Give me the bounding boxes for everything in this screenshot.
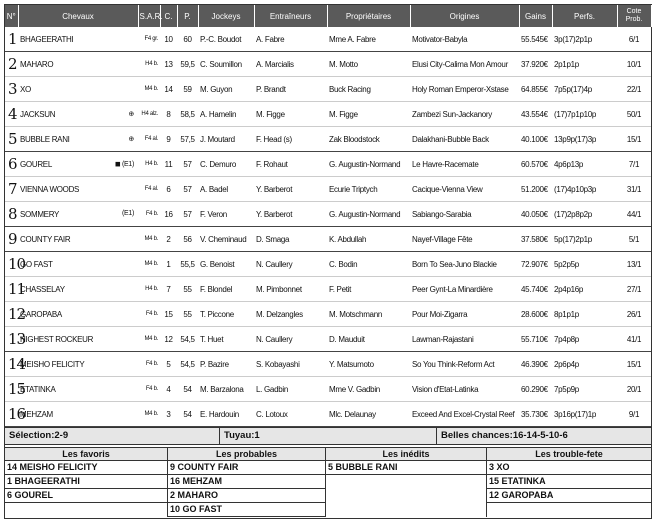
- jockey-cell: C. Demuro: [198, 152, 254, 177]
- gains-cell: 37.920€: [519, 52, 552, 77]
- sar-cell: M4 b.: [138, 227, 160, 252]
- table-row: [5, 227, 651, 252]
- owner-cell: G. Augustin-Normand: [327, 152, 410, 177]
- category-item: 9 COUNTY FAIR: [168, 461, 325, 475]
- origin-cell: Zambezi Sun-Jackanory: [410, 102, 519, 127]
- owner-cell: Y. Matsumoto: [327, 352, 410, 377]
- trainer-cell: S. Kobayashi: [254, 352, 327, 377]
- poids-cell: 60: [177, 27, 198, 52]
- jockey-cell: M. Guyon: [198, 77, 254, 102]
- trainer-cell: N. Caullery: [254, 327, 327, 352]
- cote-cell: 31/1: [617, 177, 651, 202]
- selection-text: Sélection:2-9: [5, 428, 220, 444]
- sar-cell: M4 b.: [138, 402, 160, 427]
- owner-cell: K. Abdullah: [327, 227, 410, 252]
- origin-cell: Exceed And Excel-Crystal Reef: [410, 402, 519, 427]
- corde-cell: 12: [160, 327, 177, 352]
- category-title: Les trouble-fete: [487, 447, 651, 461]
- horse-name: [18, 202, 138, 227]
- cote-cell: 27/1: [617, 277, 651, 302]
- horse-label: GAROPABA: [20, 309, 62, 319]
- perfs-cell: (17)7p1p10p: [552, 102, 617, 127]
- horse-label: VIENNA WOODS: [20, 184, 80, 194]
- corde-cell: 9: [160, 127, 177, 152]
- horse-label: COUNTY FAIR: [20, 234, 71, 244]
- perfs-cell: 5p2p5p: [552, 252, 617, 277]
- category-column: [168, 447, 326, 517]
- gains-cell: 72.907€: [519, 252, 552, 277]
- runner-number: 4: [5, 102, 18, 127]
- owner-cell: Buck Racing: [327, 77, 410, 102]
- origin-cell: Vision d'Etat-Latinka: [410, 377, 519, 402]
- col-header-cote: Cote Prob.: [617, 5, 651, 27]
- horse-name: [18, 252, 138, 277]
- jockey-cell: E. Hardouin: [198, 402, 254, 427]
- col-header-owner: Propriétaires: [327, 5, 410, 27]
- poids-cell: 57: [177, 152, 198, 177]
- category-item: 2 MAHARO: [168, 489, 325, 503]
- horse-label: XO: [20, 84, 31, 94]
- poids-cell: 57,5: [177, 127, 198, 152]
- entry-marker: (E1): [121, 209, 134, 217]
- cote-cell: 20/1: [617, 377, 651, 402]
- perfs-cell: 7p4p8p: [552, 327, 617, 352]
- jockey-cell: C. Soumillon: [198, 52, 254, 77]
- runners-table: [5, 5, 652, 427]
- poids-cell: 54: [177, 402, 198, 427]
- entry-marker: ⊕: [128, 110, 134, 118]
- jockey-cell: T. Huet: [198, 327, 254, 352]
- jockey-cell: P. Bazire: [198, 352, 254, 377]
- poids-cell: 57: [177, 177, 198, 202]
- owner-cell: M. Motto: [327, 52, 410, 77]
- table-row: [5, 402, 651, 427]
- table-row: [5, 327, 651, 352]
- poids-cell: 55: [177, 277, 198, 302]
- runner-number: 5: [5, 127, 18, 152]
- horse-name: [18, 127, 138, 152]
- corde-cell: 7: [160, 277, 177, 302]
- category-item: 3 XO: [487, 461, 651, 475]
- jockey-cell: A. Hamelin: [198, 102, 254, 127]
- perfs-cell: 3p16p(17)1p: [552, 402, 617, 427]
- runner-number: 8: [5, 202, 18, 227]
- trainer-cell: A. Fabre: [254, 27, 327, 52]
- corde-cell: 1: [160, 252, 177, 277]
- cote-cell: 6/1: [617, 27, 651, 52]
- poids-cell: 54: [177, 377, 198, 402]
- gains-cell: 55.545€: [519, 27, 552, 52]
- trainer-cell: P. Brandt: [254, 77, 327, 102]
- trainer-cell: N. Caullery: [254, 252, 327, 277]
- gains-cell: 28.600€: [519, 302, 552, 327]
- table-row: [5, 102, 651, 127]
- category-item: 5 BUBBLE RANI: [326, 461, 486, 475]
- table-row: [5, 352, 651, 377]
- runner-number: 6: [5, 152, 18, 177]
- categories-panel: [5, 447, 651, 517]
- sar-cell: H4 b.: [138, 52, 160, 77]
- col-header-horse: Chevaux: [18, 5, 138, 27]
- category-title: Les inédits: [326, 447, 486, 461]
- category-item: 14 MEISHO FELICITY: [5, 461, 167, 475]
- col-header-num: N°: [5, 5, 18, 27]
- gains-cell: 35.730€: [519, 402, 552, 427]
- category-column: [487, 447, 651, 517]
- poids-cell: 59: [177, 77, 198, 102]
- table-row: [5, 202, 651, 227]
- perfs-cell: 2p4p16p: [552, 277, 617, 302]
- horse-label: ETATINKA: [20, 384, 56, 394]
- gains-cell: 64.855€: [519, 77, 552, 102]
- poids-cell: 54,5: [177, 327, 198, 352]
- category-item: 10 GO FAST: [168, 503, 325, 517]
- sar-cell: F4 al.: [138, 177, 160, 202]
- origin-cell: Lawman-Rajastani: [410, 327, 519, 352]
- belles-chances-text: Belles chances:16-14-5-10-6: [441, 430, 568, 441]
- gains-cell: 51.200€: [519, 177, 552, 202]
- gains-cell: 45.740€: [519, 277, 552, 302]
- corde-cell: 13: [160, 52, 177, 77]
- trainer-cell: L. Gadbin: [254, 377, 327, 402]
- col-header-corde: C.: [160, 5, 177, 27]
- owner-cell: Zak Bloodstock: [327, 127, 410, 152]
- jockey-cell: F. Veron: [198, 202, 254, 227]
- table-row: [5, 377, 651, 402]
- origin-cell: Born To Sea-Juno Blackie: [410, 252, 519, 277]
- entry-marker: ⊕: [128, 135, 134, 143]
- gains-cell: 40.100€: [519, 127, 552, 152]
- corde-cell: 2: [160, 227, 177, 252]
- jockey-cell: G. Benoist: [198, 252, 254, 277]
- col-header-perfs: Perfs.: [552, 5, 617, 27]
- sar-cell: M4 b.: [138, 252, 160, 277]
- cote-cell: 15/1: [617, 127, 651, 152]
- category-item: 1 BHAGEERATHI: [5, 475, 167, 489]
- poids-cell: 57: [177, 202, 198, 227]
- owner-cell: M. Figge: [327, 102, 410, 127]
- trainer-cell: Y. Barberot: [254, 177, 327, 202]
- perfs-cell: 2p1p1p: [552, 52, 617, 77]
- trainer-cell: C. Lotoux: [254, 402, 327, 427]
- runner-number: 9: [5, 227, 18, 252]
- table-row: [5, 252, 651, 277]
- trainer-cell: A. Marcialis: [254, 52, 327, 77]
- cote-cell: 9/1: [617, 402, 651, 427]
- trainer-cell: F. Head (s): [254, 127, 327, 152]
- cote-cell: 44/1: [617, 202, 651, 227]
- trainer-cell: D. Smaga: [254, 227, 327, 252]
- perfs-cell: 5p(17)2p1p: [552, 227, 617, 252]
- trainer-cell: M. Pimbonnet: [254, 277, 327, 302]
- entry-marker: ◼ (E1): [114, 160, 134, 168]
- sar-cell: M4 b.: [138, 77, 160, 102]
- perfs-cell: 8p1p1p: [552, 302, 617, 327]
- owner-cell: F. Petit: [327, 277, 410, 302]
- cote-cell: 26/1: [617, 302, 651, 327]
- gains-cell: 37.580€: [519, 227, 552, 252]
- runner-number: 2: [5, 52, 18, 77]
- jockey-cell: T. Piccone: [198, 302, 254, 327]
- origin-cell: Motivator-Babyla: [410, 27, 519, 52]
- sar-cell: F4 al.: [138, 127, 160, 152]
- table-row: [5, 77, 651, 102]
- horse-label: MEISHO FELICITY: [20, 359, 85, 369]
- sar-cell: H4 b.: [138, 277, 160, 302]
- origin-cell: Elusi City-Calima Mon Amour: [410, 52, 519, 77]
- category-column: [5, 447, 168, 517]
- perfs-cell: 13p9p(17)3p: [552, 127, 617, 152]
- owner-cell: Mme V. Gadbin: [327, 377, 410, 402]
- sar-cell: M4 b.: [138, 327, 160, 352]
- owner-cell: Ecurie Triptych: [327, 177, 410, 202]
- horse-name: [18, 152, 138, 177]
- gains-cell: 43.554€: [519, 102, 552, 127]
- horse-name: [18, 377, 138, 402]
- trainer-cell: M. Figge: [254, 102, 327, 127]
- table-row: [5, 302, 651, 327]
- horse-label: HIGHEST ROCKEUR: [20, 334, 94, 344]
- cote-cell: 50/1: [617, 102, 651, 127]
- col-header-gains: Gains: [519, 5, 552, 27]
- sar-cell: F4 gr.: [138, 27, 160, 52]
- horse-name: [18, 177, 138, 202]
- horse-label: GOUREL: [20, 159, 52, 169]
- runner-number: 11: [5, 277, 18, 302]
- table-row: [5, 177, 651, 202]
- poids-cell: 55: [177, 302, 198, 327]
- sar-cell: F4 b.: [138, 302, 160, 327]
- origin-cell: Nayef-Village Fête: [410, 227, 519, 252]
- perfs-cell: 4p6p13p: [552, 152, 617, 177]
- table-row: [5, 277, 651, 302]
- horse-label: SOMMERY: [20, 209, 60, 219]
- corde-cell: 4: [160, 377, 177, 402]
- horse-name: [18, 277, 138, 302]
- corde-cell: 14: [160, 77, 177, 102]
- corde-cell: 10: [160, 27, 177, 52]
- table-row: [5, 127, 651, 152]
- poids-cell: 59,5: [177, 52, 198, 77]
- cote-cell: 5/1: [617, 227, 651, 252]
- horse-name: [18, 327, 138, 352]
- horse-name: [18, 302, 138, 327]
- jockey-cell: A. Badel: [198, 177, 254, 202]
- origin-cell: Sabiango-Sarabia: [410, 202, 519, 227]
- horse-label: MEHZAM: [20, 409, 53, 419]
- poids-cell: 56: [177, 227, 198, 252]
- horse-label: BUBBLE RANI: [20, 134, 70, 144]
- owner-cell: Mme A. Fabre: [327, 27, 410, 52]
- owner-cell: D. Mauduit: [327, 327, 410, 352]
- poids-cell: 55,5: [177, 252, 198, 277]
- origin-cell: Dalakhani-Bubble Back: [410, 127, 519, 152]
- horse-name: [18, 27, 138, 52]
- trainer-cell: Y. Barberot: [254, 202, 327, 227]
- gains-cell: 60.570€: [519, 152, 552, 177]
- poids-cell: 54,5: [177, 352, 198, 377]
- horse-name: [18, 77, 138, 102]
- sar-cell: F4 b.: [138, 202, 160, 227]
- jockey-cell: F. Blondel: [198, 277, 254, 302]
- corde-cell: 5: [160, 352, 177, 377]
- poids-cell: 58,5: [177, 102, 198, 127]
- origin-cell: Peer Gynt-La Minardière: [410, 277, 519, 302]
- horse-label: GO FAST: [20, 259, 53, 269]
- perfs-cell: (17)2p8p2p: [552, 202, 617, 227]
- sar-cell: H4 alz.: [138, 102, 160, 127]
- col-header-origin: Origines: [410, 5, 519, 27]
- horse-name: [18, 402, 138, 427]
- col-header-trainer: Entraîneurs: [254, 5, 327, 27]
- runner-number: 14: [5, 352, 18, 377]
- cote-cell: 41/1: [617, 327, 651, 352]
- trainer-cell: M. Delzangles: [254, 302, 327, 327]
- category-item: 12 GAROPABA: [487, 489, 651, 503]
- horse-label: MAHARO: [20, 59, 54, 69]
- col-header-jockey: Jockeys: [198, 5, 254, 27]
- cote-cell: 22/1: [617, 77, 651, 102]
- cote-cell: 7/1: [617, 152, 651, 177]
- runner-number: 15: [5, 377, 18, 402]
- runner-number: 7: [5, 177, 18, 202]
- horse-name: [18, 102, 138, 127]
- perfs-cell: 7p5p(17)4p: [552, 77, 617, 102]
- table-row: [5, 52, 651, 77]
- summary-bar: [5, 427, 651, 445]
- tuyau-text: Tuyau:1: [220, 428, 437, 444]
- gains-cell: 60.290€: [519, 377, 552, 402]
- corde-cell: 15: [160, 302, 177, 327]
- gains-cell: 55.710€: [519, 327, 552, 352]
- trainer-cell: F. Rohaut: [254, 152, 327, 177]
- runner-number: 10: [5, 252, 18, 277]
- jockey-cell: J. Moutard: [198, 127, 254, 152]
- horse-label: BHAGEERATHI: [20, 34, 74, 44]
- runner-number: 13: [5, 327, 18, 352]
- category-item: 6 GOUREL: [5, 489, 167, 503]
- jockey-cell: V. Cheminaud: [198, 227, 254, 252]
- jockey-cell: M. Barzalona: [198, 377, 254, 402]
- category-item: 16 MEHZAM: [168, 475, 325, 489]
- perfs-cell: 2p6p4p: [552, 352, 617, 377]
- corde-cell: 3: [160, 402, 177, 427]
- cote-cell: 10/1: [617, 52, 651, 77]
- category-column: [326, 447, 487, 517]
- table-row: [5, 152, 651, 177]
- origin-cell: Cacique-Vienna View: [410, 177, 519, 202]
- horse-label: JACKSUN: [20, 109, 56, 119]
- owner-cell: Mlc. Delaunay: [327, 402, 410, 427]
- cote-cell: 13/1: [617, 252, 651, 277]
- category-title: Les favoris: [5, 447, 167, 461]
- table-row: [5, 27, 651, 52]
- cote-cell: 15/1: [617, 352, 651, 377]
- gains-cell: 40.050€: [519, 202, 552, 227]
- sar-cell: F4 b.: [138, 352, 160, 377]
- category-item: 15 ETATINKA: [487, 475, 651, 489]
- corde-cell: 6: [160, 177, 177, 202]
- col-header-sar: S.A.R.: [138, 5, 160, 27]
- origin-cell: Pour Moi-Zigarra: [410, 302, 519, 327]
- runner-number: 3: [5, 77, 18, 102]
- table-header-row: [5, 5, 651, 27]
- runners-body: [5, 27, 651, 427]
- corde-cell: 8: [160, 102, 177, 127]
- origin-cell: Holy Roman Emperor-Xstase: [410, 77, 519, 102]
- perfs-cell: 7p5p9p: [552, 377, 617, 402]
- category-title: Les probables: [168, 447, 325, 461]
- owner-cell: G. Augustin-Normand: [327, 202, 410, 227]
- owner-cell: C. Bodin: [327, 252, 410, 277]
- corde-cell: 11: [160, 152, 177, 177]
- horse-label: CHASSELAY: [20, 284, 65, 294]
- origin-cell: So You Think-Reform Act: [410, 352, 519, 377]
- horse-name: [18, 52, 138, 77]
- perfs-cell: 3p(17)2p1p: [552, 27, 617, 52]
- perfs-cell: (17)4p10p3p: [552, 177, 617, 202]
- sar-cell: F4 b.: [138, 377, 160, 402]
- jockey-cell: P.-C. Boudot: [198, 27, 254, 52]
- horse-name: [18, 227, 138, 252]
- corde-cell: 16: [160, 202, 177, 227]
- runner-number: 16: [5, 402, 18, 427]
- gains-cell: 46.390€: [519, 352, 552, 377]
- col-header-poids: P.: [177, 5, 198, 27]
- runner-number: 1: [5, 27, 18, 52]
- runner-number: 12: [5, 302, 18, 327]
- horse-name: [18, 352, 138, 377]
- owner-cell: M. Motschmann: [327, 302, 410, 327]
- origin-cell: Le Havre-Racemate: [410, 152, 519, 177]
- sar-cell: H4 b.: [138, 152, 160, 177]
